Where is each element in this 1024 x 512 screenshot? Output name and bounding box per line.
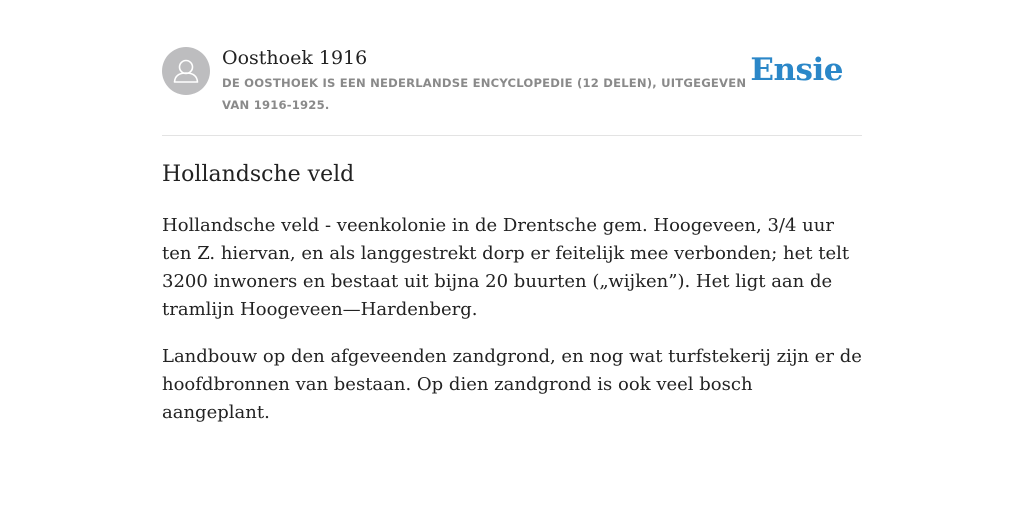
user-silhouette-icon [162, 47, 210, 95]
ensie-logo[interactable]: Ensie [750, 52, 843, 88]
article-body [162, 212, 862, 427]
header-divider [162, 135, 862, 136]
article-paragraph: Hollandsche veld - veenkolonie in de Drentsche gem. Hoogeveen, 3/4 uur ten Z. hiervan, en als langgestrekt dorp er feitelijk mee verbonden; het telt 3200 inwoners en bestaat uit bijna 20 buurten („wijken”). Het ligt aan de tramlijn Hoogeveen—Hardenberg. [162, 215, 850, 320]
source-description: DE OOSTHOEK IS EEN NEDERLANDSE ENCYCLOPEDIE (12 DELEN), UITGEGEVEN VAN 1916-1925. [222, 76, 747, 112]
article [162, 158, 862, 427]
source-title[interactable]: Oosthoek 1916 [222, 47, 368, 69]
source-header [162, 45, 862, 135]
article-paragraph: Landbouw op den afgeveenden zandgrond, en nog wat turfstekerij zijn er de hoofdbronnen van bestaan. Op dien zandgrond is ook veel bosch aangeplant. [162, 346, 862, 423]
article-title: Hollandsche veld [162, 162, 355, 187]
